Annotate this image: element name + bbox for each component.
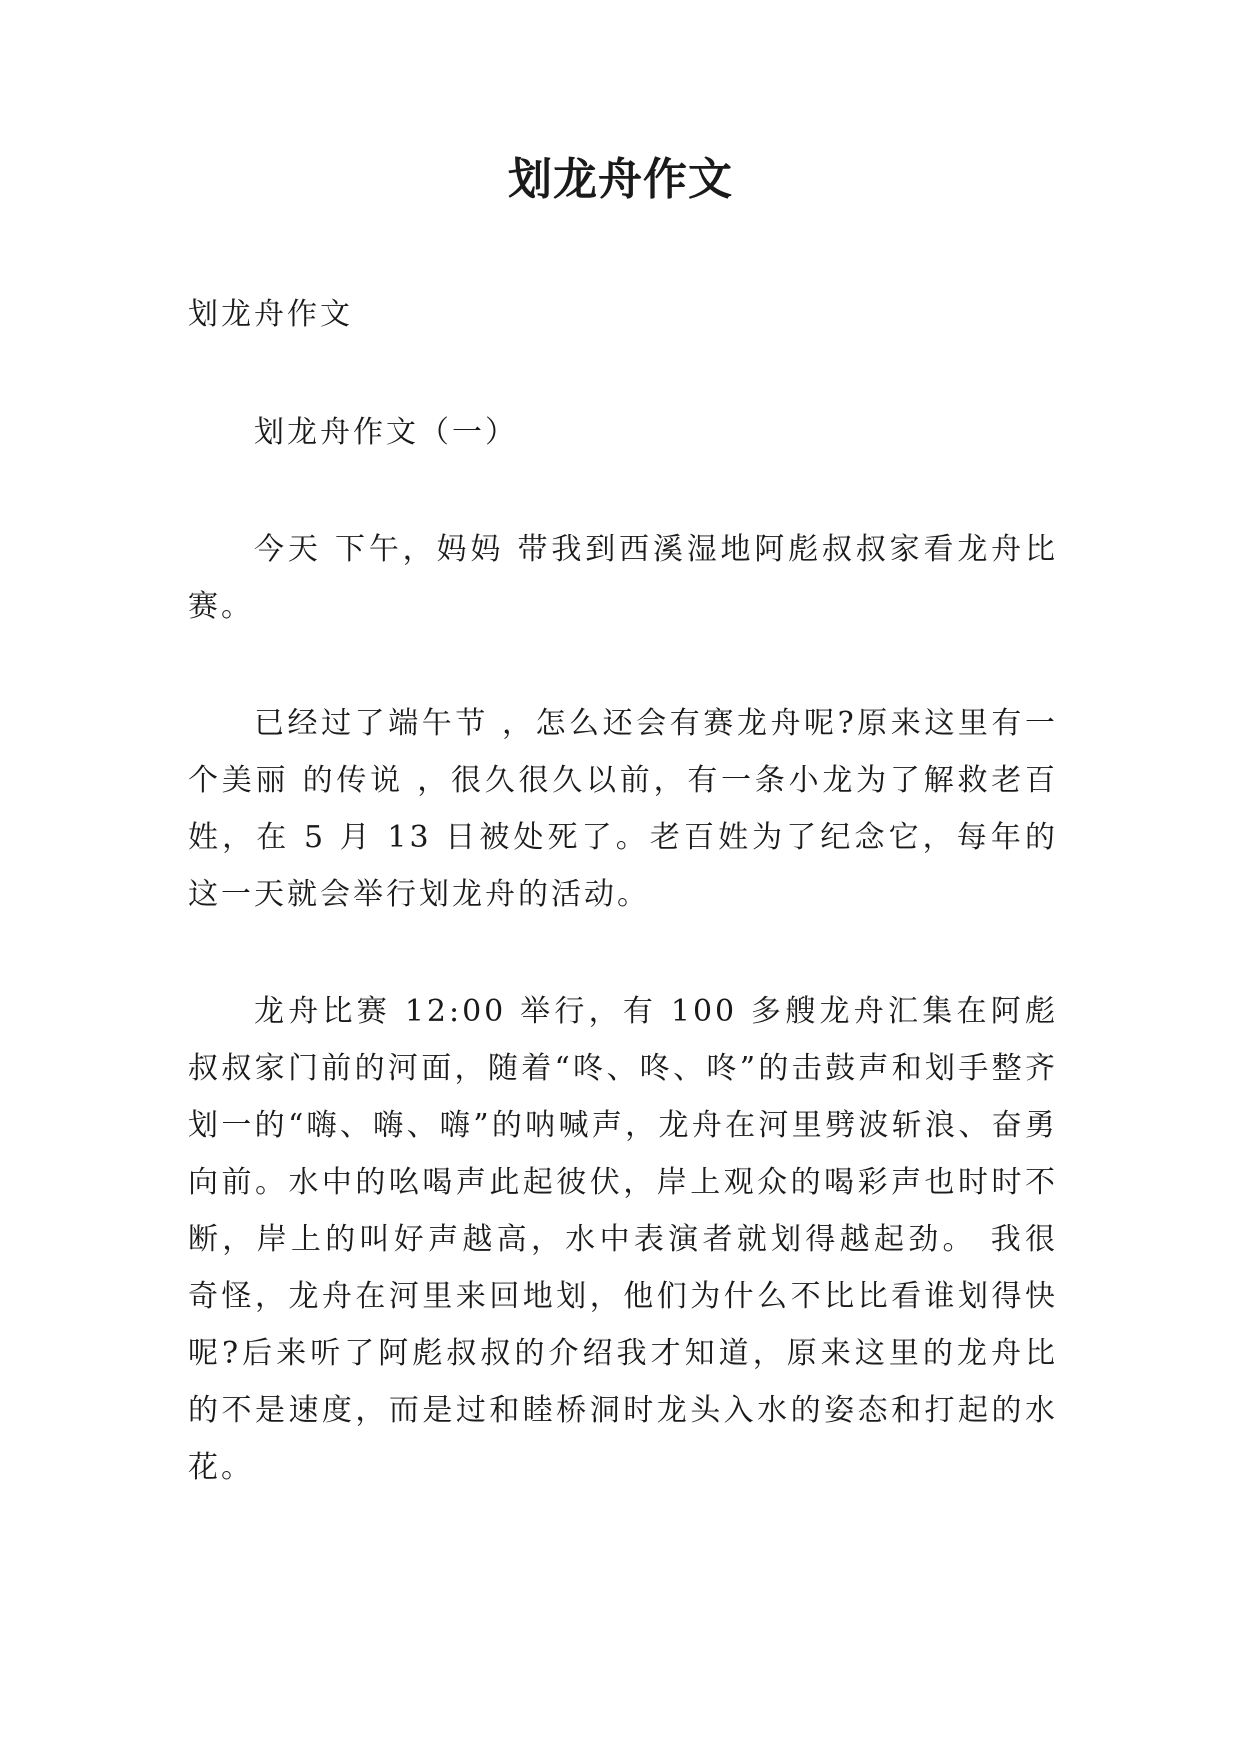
page-title: 划龙舟作文 bbox=[508, 154, 733, 205]
paragraph-3: 龙舟比赛 12:00 举行，有 100 多艘龙舟汇集在阿彪叔叔家门前的河面，随着“咚、咚、咚”的击鼓声和划手整齐划一的“嗨、嗨、嗨”的呐喊声，龙舟在河里劈波斩浪、奋勇向前。水中的吆喝声此起彼伏，岸上观众的喝彩声也时时不断，岸上的叫好声越高，水中表演者就划得越起劲。 我很奇怪，龙舟在河里来回地划，他们为什么不比比看谁划得快呢?后来听了阿彪叔叔的介绍我才知道，原来这里的龙舟比的不是速度，而是过和睦桥洞时龙头入水的姿态和打起的水花。 bbox=[188, 994, 1058, 1485]
paragraph-1: 今天 下午，妈妈 带我到西溪湿地阿彪叔叔家看龙舟比赛。 bbox=[188, 532, 1058, 624]
document-subtitle: 划龙舟作文 bbox=[188, 297, 353, 332]
section-heading: 划龙舟作文（一） bbox=[254, 415, 518, 450]
paragraph-2: 已经过了端午节 ，怎么还会有赛龙舟呢?原来这里有一个美丽 的传说 ，很久很久以前，有一条小龙为了解救老百姓，在 5 月 13 日被处死了。老百姓为了纪念它，每年的这一天就会举行划龙舟的活动。 bbox=[188, 706, 1058, 912]
